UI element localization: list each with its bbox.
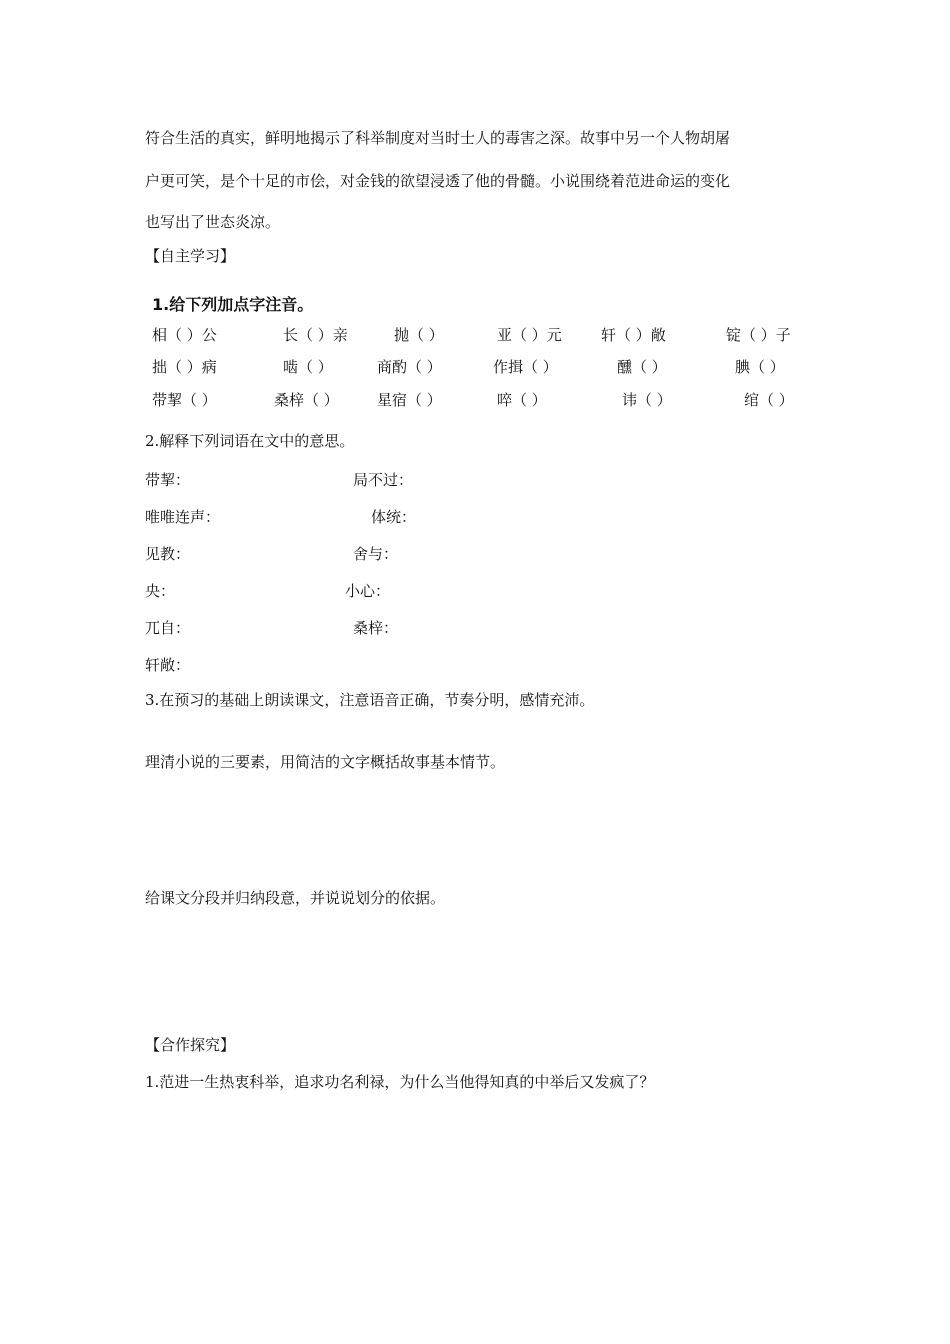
pinyin-item: 轩（ ）敞: [601, 326, 666, 344]
pinyin-item: 讳（ ）: [622, 391, 672, 409]
pinyin-row-3: [0, 389, 950, 409]
term-right: 舍与：: [353, 545, 399, 563]
pinyin-item: 抛（ ）: [394, 326, 444, 344]
task-elements: 理清小说的三要素，用简洁的文字概括故事基本情节。: [145, 753, 506, 771]
pinyin-row-1: [0, 324, 950, 344]
pinyin-item: 绾（ ）: [744, 391, 794, 409]
pinyin-item: 作揖（ ）: [493, 358, 558, 376]
term-left: 兀自：: [145, 619, 191, 637]
term-right: 小心：: [345, 582, 391, 600]
pinyin-item: 腆（ ）: [735, 358, 785, 376]
intro-line-1: 符合生活的真实，鲜明地揭示了科举制度对当时士人的毒害之深。故事中另一个人物胡屠: [145, 129, 731, 147]
q2-title: 2.解释下列词语在文中的意思。: [145, 432, 355, 450]
pinyin-item: 锭（ ）子: [726, 326, 791, 344]
pinyin-item: 亚（ ）元: [497, 326, 562, 344]
pinyin-item: 拙（ ）病: [152, 358, 217, 376]
cooperation-heading: 【合作探究】: [145, 1036, 236, 1054]
cooperation-q1: 1.范进一生热衷科举，追求功名利禄，为什么当他得知真的中举后又发疯了？: [145, 1073, 655, 1091]
pinyin-item: 啮（ ）: [283, 358, 333, 376]
term-left: 带挈：: [145, 471, 191, 489]
pinyin-item: 带挈（ ）: [152, 391, 217, 409]
term-right: 体统：: [371, 508, 417, 526]
term-left: 见教：: [145, 545, 191, 563]
q1-title: 1.给下列加点字注音。: [152, 295, 314, 314]
term-left: 唯唯连声：: [145, 508, 221, 526]
intro-line-3: 也写出了世态炎凉。: [145, 213, 281, 231]
pinyin-row-2: [0, 356, 950, 376]
pinyin-item: 商酌（ ）: [377, 358, 442, 376]
term-left: 央：: [145, 582, 176, 600]
pinyin-item: 啐（ ）: [497, 391, 547, 409]
intro-line-2: 户更可笑，是个十足的市侩，对金钱的欲望浸透了他的骨髓。小说围绕着范进命运的变化: [145, 172, 731, 190]
pinyin-item: 醺（ ）: [617, 358, 667, 376]
task-paragraphs: 给课文分段并归纳段意，并说说划分的依据。: [145, 889, 446, 907]
term-right: 桑梓：: [353, 619, 399, 637]
pinyin-item: 相（ ）公: [152, 326, 217, 344]
term-right: 局不过：: [353, 471, 414, 489]
term-left: 轩敞：: [145, 656, 191, 674]
pinyin-item: 长（ ）亲: [283, 326, 348, 344]
pinyin-item: 星宿（ ）: [377, 391, 442, 409]
self-study-heading: 【自主学习】: [145, 247, 236, 265]
pinyin-item: 桑梓（ ）: [274, 391, 339, 409]
q3-text: 3.在预习的基础上朗读课文，注意语音正确，节奏分明，感情充沛。: [145, 691, 595, 709]
